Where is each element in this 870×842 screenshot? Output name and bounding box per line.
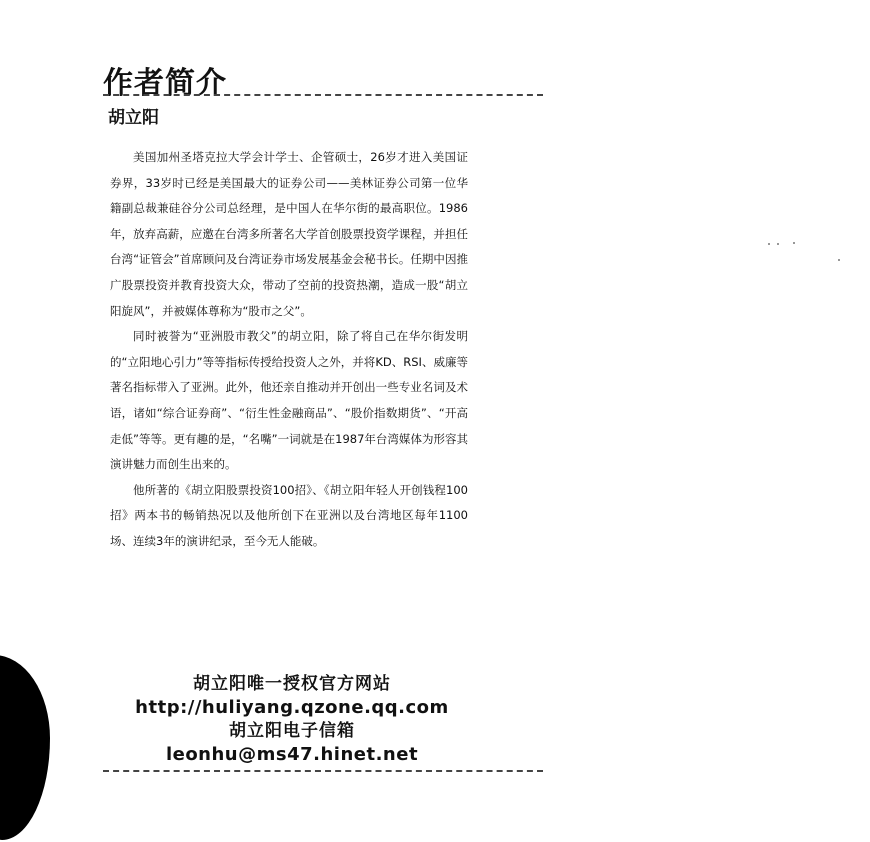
bottom-dashed-divider (103, 770, 543, 772)
website-label: 胡立阳唯一授权官方网站 (193, 674, 391, 694)
scan-speck (768, 243, 770, 245)
website-url: http://huliyang.qzone.qq.com (135, 697, 449, 718)
contact-block (103, 672, 481, 766)
biography-paragraph-2: 同时被誉为“亚洲股市教父”的胡立阳，除了将自己在华尔街发明的“立阳地心引力”等等指标传授给投资人之外，并将KD、RSI、威廉等著名指标带入了亚洲。此外，他还亲自推动并开创出一些专业名词及术语，诸如“综合证券商”、“衍生性金融商品”、“股价指数期货”、“开高走低”等等。更有趣的是，“名嘴”一词就是在1987年台湾媒体为形容其演讲魅力而创生出来的。 (110, 329, 468, 472)
scan-speck (838, 259, 840, 261)
top-dashed-divider (103, 94, 543, 96)
scan-speck (793, 242, 795, 244)
biography-paragraph-1: 美国加州圣塔克拉大学会计学士、企管硕士，26岁才进入美国证券界，33岁时已经是美国最大的证券公司——美林证券公司第一位华籍副总裁兼硅谷分公司总经理，是中国人在华尔街的最高职位。1986年，放弃高薪，应邀在台湾多所著名大学首创股票投资学课程，并担任台湾“证管会”首席顾问及台湾证券市场发展基金会秘书长。任期中因推广股票投资并教育投资大众，带动了空前的投资热潮，造成一股“胡立阳旋风”，并被媒体尊称为“股市之父”。 (110, 150, 468, 318)
scan-speck (777, 243, 779, 245)
email-label: 胡立阳电子信箱 (229, 721, 355, 741)
email-address: leonhu@ms47.hinet.net (165, 744, 419, 765)
biography-text (110, 145, 468, 555)
biography-paragraph-3: 他所著的《胡立阳股票投资100招》、《胡立阳年轻人开创钱程100招》两本书的畅销热况以及他所创下在亚洲以及台湾地区每年1100场、连续3年的演讲纪录，至今无人能破。 (110, 482, 468, 548)
author-name: 胡立阳 (108, 108, 159, 128)
section-heading: 作者简介 (103, 66, 227, 101)
scan-shadow-blob (0, 655, 50, 840)
